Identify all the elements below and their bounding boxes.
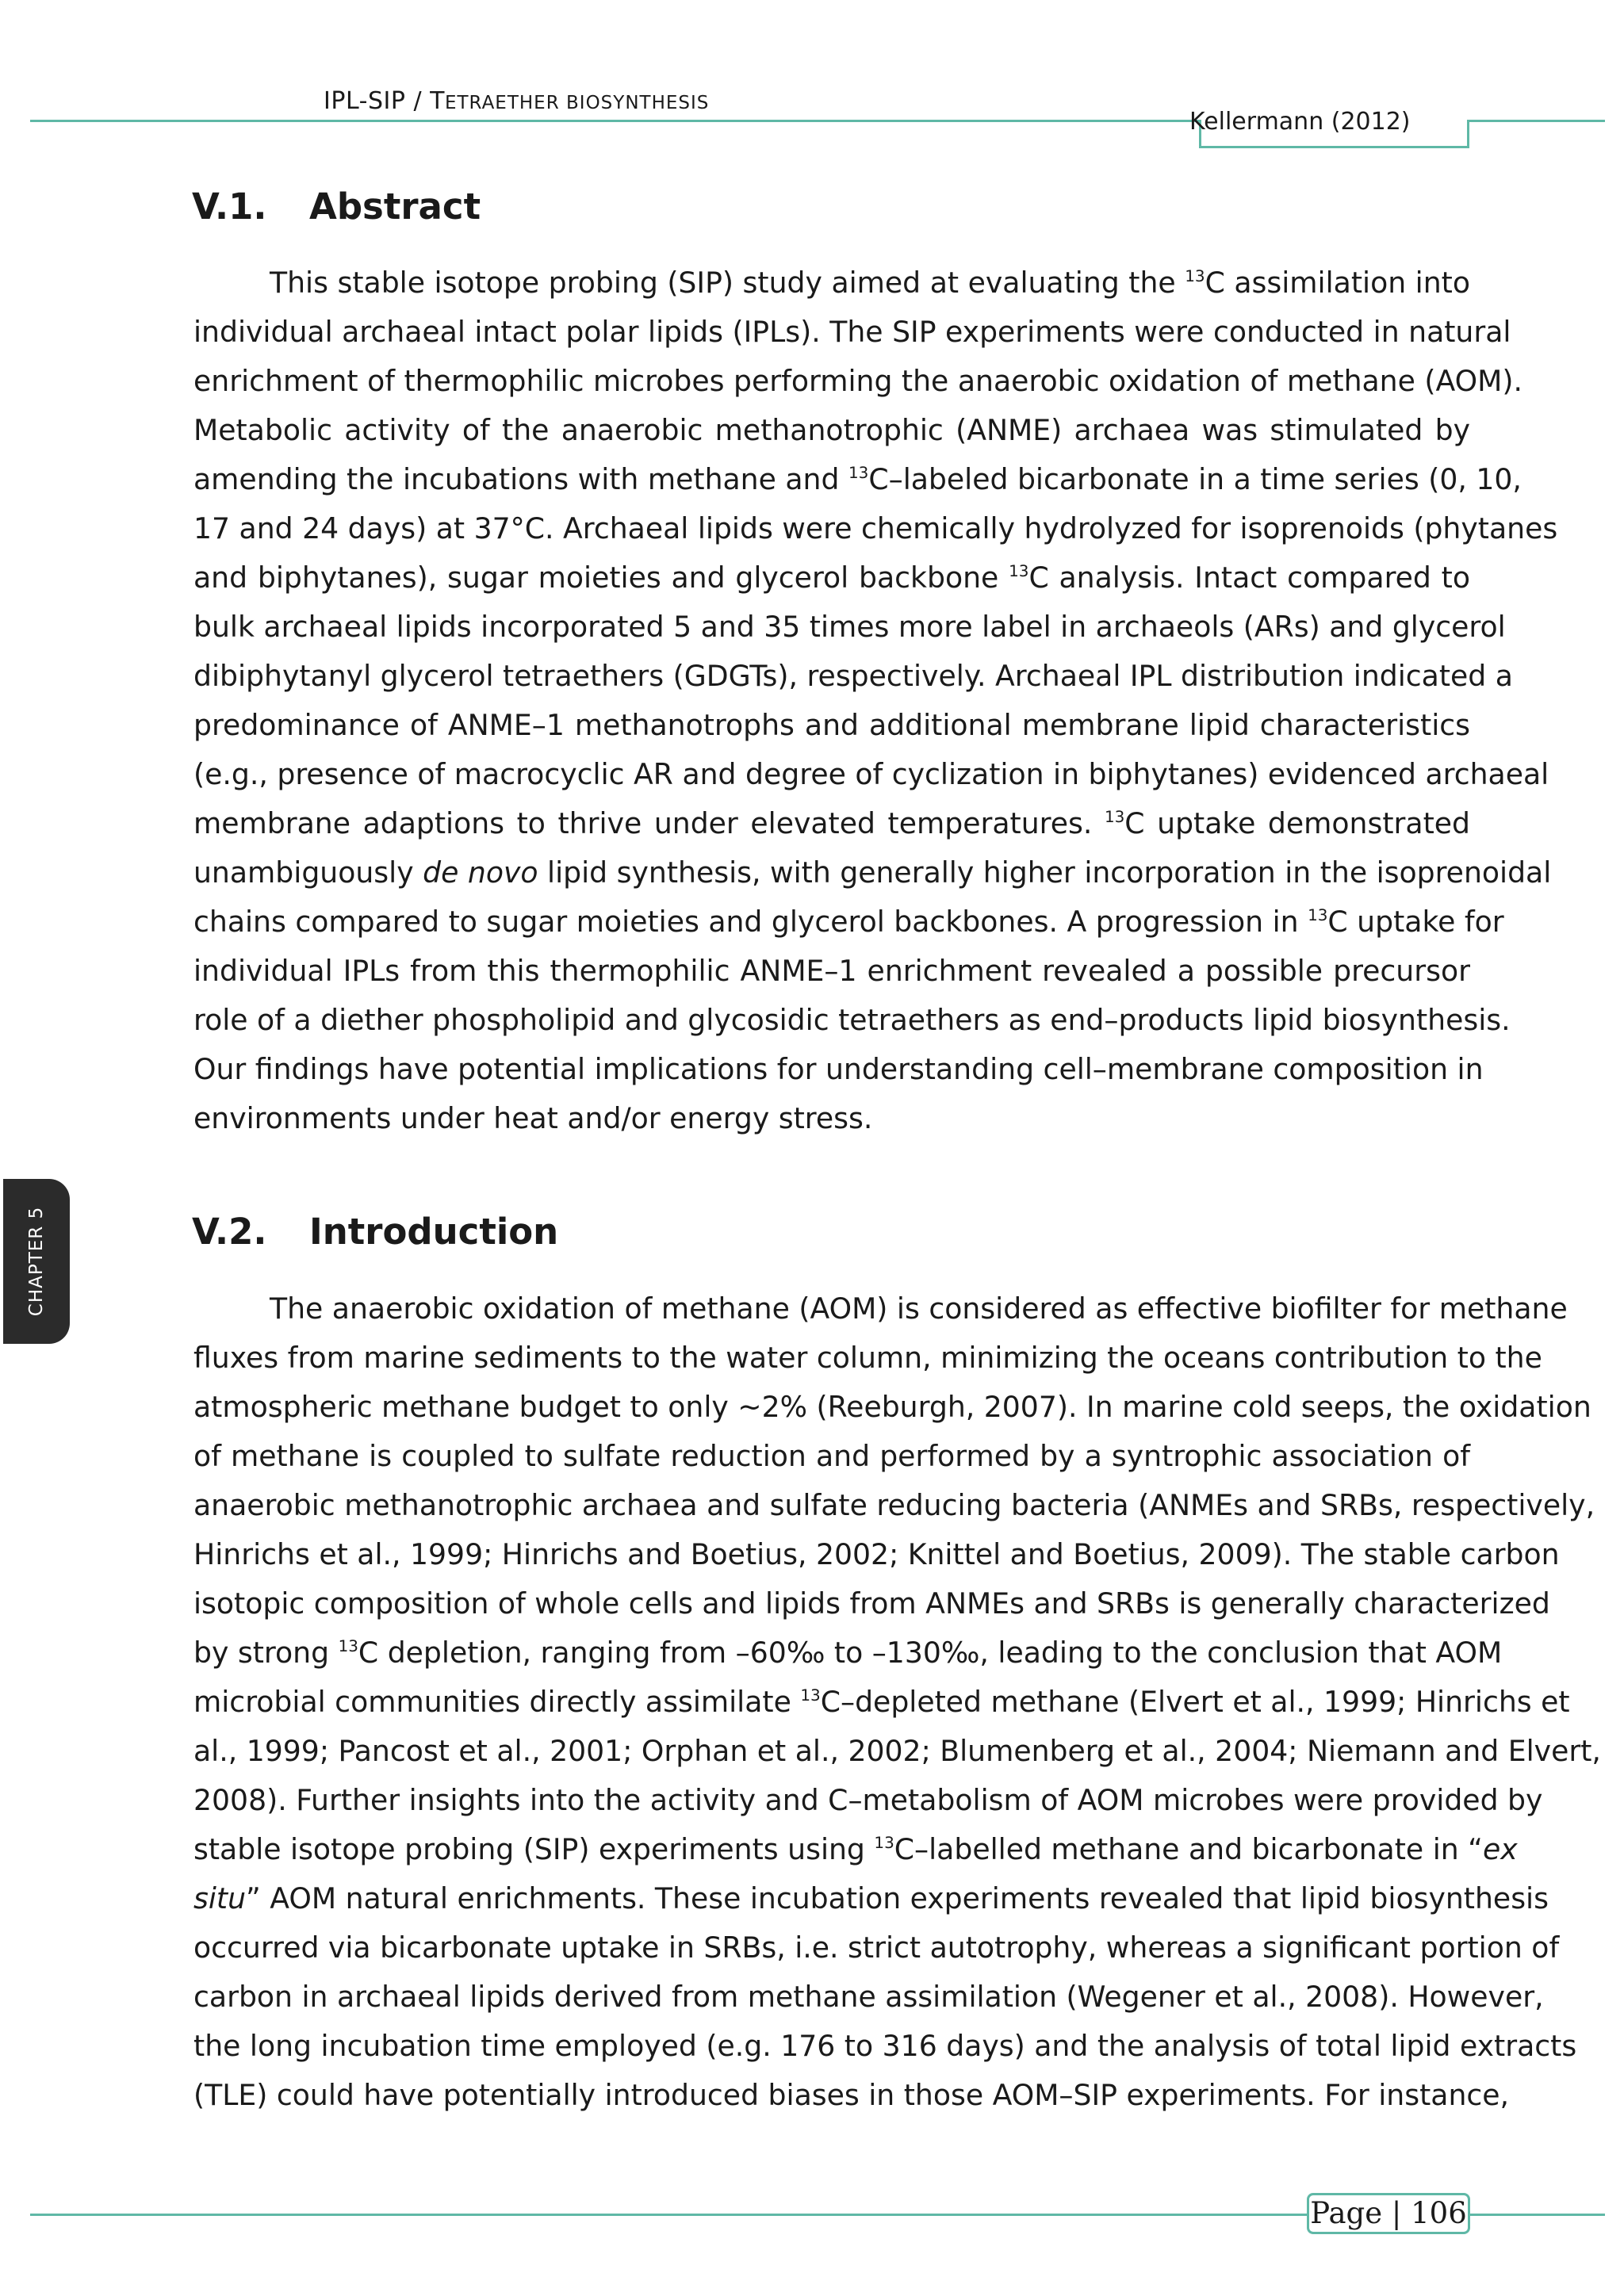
text-run: of methane is coupled to sulfate reduction and performed by a syntrophic association of: [193, 1439, 1470, 1473]
text-run: individual IPLs from this thermophilic ANME–1 enrichment revealed a possible precursor: [193, 954, 1470, 988]
isotope-superscript: 13: [1104, 808, 1125, 827]
text-run: role of a diether phospholipid and glycosidic tetraethers as end–products lipid biosynthesis.: [193, 1003, 1511, 1037]
header-rule-left: [30, 120, 1201, 122]
section-title: Abstract: [309, 186, 481, 228]
text-run: isotopic composition of whole cells and lipids from ANMEs and SRBs is generally characterized: [193, 1586, 1550, 1621]
section-number: V.2.: [192, 1211, 267, 1253]
text-line: [193, 1579, 1550, 1628]
text-run: unambiguously: [193, 855, 423, 890]
text-run: occurred via bicarbonate uptake in SRBs, i.e. strict autotrophy, whereas a significant portion of: [193, 1931, 1560, 1965]
text-run: dibiphytanyl glycerol tetraethers (GDGTs), respectively. Archaeal IPL distribution indicated a: [193, 659, 1513, 693]
text-line: [193, 701, 1470, 750]
header-rule-notch-bottom: [1199, 146, 1469, 148]
text-line: [193, 406, 1470, 455]
isotope-superscript: 13: [338, 1637, 358, 1656]
text-line: [193, 1678, 1570, 1727]
text-line: [193, 1923, 1560, 1973]
text-line: [193, 504, 1558, 553]
isotope-superscript: 13: [848, 464, 869, 483]
text-line: [193, 1045, 1484, 1094]
running-head-smallcaps: ETRAETHER BIOSYNTHESIS: [444, 93, 710, 113]
section-heading-introduction: [192, 1211, 558, 1253]
text-line: [193, 1383, 1591, 1432]
text-run: This stable isotope probing (SIP) study aimed at evaluating the: [270, 266, 1185, 300]
text-run: membrane adaptions to thrive under elevated temperatures.: [193, 806, 1105, 840]
text-run: C uptake demonstrated: [1124, 806, 1470, 840]
text-run: Our findings have potential implications for understanding cell–membrane composition in: [193, 1052, 1484, 1086]
text-run: (TLE) could have potentially introduced biases in those AOM–SIP experiments. For instance,: [193, 2078, 1510, 2112]
text-line: [193, 455, 1522, 504]
text-line: [193, 1530, 1560, 1579]
text-run: C–labelled methane and bicarbonate in “: [894, 1832, 1483, 1866]
isotope-superscript: 13: [1308, 906, 1328, 925]
text-run: atmospheric methane budget to only ~2% (Reeburgh, 2007). In marine cold seeps, the oxidation: [193, 1390, 1591, 1424]
isotope-superscript: 13: [874, 1834, 894, 1853]
section-title: Introduction: [309, 1211, 559, 1253]
text-run: microbial communities directly assimilate: [193, 1685, 801, 1719]
text-line: [193, 1825, 1518, 1874]
text-run: ” AOM natural enrichments. These incubation experiments revealed that lipid biosynthesis: [246, 1881, 1549, 1915]
text-line: [193, 2071, 1510, 2120]
footer-rule-left: [30, 2214, 1308, 2216]
text-run: The anaerobic oxidation of methane (AOM) is considered as effective biofilter for methane: [270, 1292, 1568, 1326]
author-year: Kellermann (2012): [1189, 108, 1411, 136]
section-number: V.1.: [192, 186, 267, 228]
text-line: [193, 1334, 1542, 1383]
text-run: stable isotope probing (SIP) experiments using: [193, 1832, 875, 1866]
text-line: [193, 1432, 1470, 1481]
header-rule-notch-right: [1467, 120, 1469, 148]
text-line: [193, 897, 1504, 947]
header-rule-right: [1467, 120, 1605, 122]
running-head: [324, 87, 709, 115]
text-run: 2008). Further insights into the activity and C–metabolism of AOM microbes were provided by: [193, 1783, 1543, 1817]
text-run: C–labeled bicarbonate in a time series (0, 10,: [868, 462, 1522, 496]
text-line: [193, 308, 1511, 357]
text-line: [193, 357, 1522, 406]
italic-term: ex: [1482, 1832, 1518, 1866]
text-line: [193, 652, 1513, 701]
abstract-paragraph: [193, 258, 1558, 1143]
text-line: [193, 1973, 1544, 2022]
text-line: [193, 1094, 1470, 1143]
text-line: [193, 947, 1470, 996]
isotope-superscript: 13: [1185, 267, 1205, 286]
text-run: by strong: [193, 1636, 339, 1670]
text-run: C depletion, ranging from –60‰ to –130‰, leading to the conclusion that AOM: [358, 1636, 1503, 1670]
introduction-paragraph: [193, 1284, 1601, 2120]
footer-rule-right: [1469, 2214, 1605, 2216]
text-run: (e.g., presence of macrocyclic AR and degree of cyclization in biphytanes) evidenced archaeal: [193, 757, 1549, 791]
text-run: individual archaeal intact polar lipids (IPLs). The SIP experiments were conducted in natural: [193, 315, 1511, 349]
text-line: [193, 553, 1470, 603]
text-run: C uptake for: [1327, 905, 1504, 939]
text-line: [193, 258, 1470, 308]
running-head-main: IPL-SIP / T: [324, 87, 445, 115]
text-line: [193, 1874, 1549, 1923]
text-line: [193, 848, 1552, 897]
text-line: [193, 996, 1511, 1045]
section-heading-abstract: [192, 186, 481, 228]
text-run: lipid synthesis, with generally higher incorporation in the isoprenoidal: [538, 855, 1552, 890]
text-run: chains compared to sugar moieties and glycerol backbones. A progression in: [193, 905, 1308, 939]
page-number: Page | 106: [1307, 2193, 1470, 2234]
text-run: fluxes from marine sediments to the water column, minimizing the oceans contribution to the: [193, 1341, 1542, 1375]
text-run: anaerobic methanotrophic archaea and sulfate reducing bacteria (ANMEs and SRBs, respectively,: [193, 1488, 1595, 1522]
text-run: predominance of ANME–1 methanotrophs and additional membrane lipid characteristics: [193, 708, 1470, 742]
chapter-tab: [3, 1179, 70, 1344]
text-run: and biphytanes), sugar moieties and glycerol backbone: [193, 561, 1009, 595]
text-run: Metabolic activity of the anaerobic methanotrophic (ANME) archaea was stimulated by: [193, 413, 1470, 447]
text-line: [193, 1628, 1503, 1678]
italic-term: de novo: [423, 855, 538, 890]
text-line: [193, 1776, 1543, 1825]
text-run: C analysis. Intact compared to: [1028, 561, 1470, 595]
isotope-superscript: 13: [800, 1686, 821, 1705]
isotope-superscript: 13: [1009, 562, 1029, 581]
text-run: al., 1999; Pancost et al., 2001; Orphan et al., 2002; Blumenberg et al., 2004; Niemann and Elvert,: [193, 1734, 1601, 1768]
text-line: [193, 1727, 1601, 1776]
text-run: amending the incubations with methane and: [193, 462, 848, 496]
italic-term: situ: [193, 1881, 247, 1915]
text-line: [193, 2022, 1577, 2071]
text-line: [193, 603, 1506, 652]
text-line: [193, 750, 1549, 799]
text-run: environments under heat and/or energy stress.: [193, 1101, 873, 1135]
text-run: enrichment of thermophilic microbes performing the anaerobic oxidation of methane (AOM).: [193, 364, 1522, 398]
text-run: Hinrichs et al., 1999; Hinrichs and Boetius, 2002; Knittel and Boetius, 2009). The stable carbon: [193, 1537, 1560, 1571]
text-run: the long incubation time employed (e.g. 176 to 316 days) and the analysis of total lipid extracts: [193, 2029, 1577, 2063]
text-run: 17 and 24 days) at 37°C. Archaeal lipids were chemically hydrolyzed for isoprenoids (phytanes: [193, 511, 1558, 545]
text-line: [193, 1284, 1568, 1334]
text-run: bulk archaeal lipids incorporated 5 and 35 times more label in archaeols (ARs) and glycerol: [193, 610, 1506, 644]
text-run: carbon in archaeal lipids derived from methane assimilation (Wegener et al., 2008). However,: [193, 1980, 1544, 2014]
text-run: C assimilation into: [1205, 266, 1471, 300]
text-line: [193, 1481, 1595, 1530]
chapter-tab-label: CHAPTER 5: [26, 1206, 47, 1317]
text-run: C–depleted methane (Elvert et al., 1999; Hinrichs et: [820, 1685, 1570, 1719]
text-line: [193, 799, 1470, 848]
